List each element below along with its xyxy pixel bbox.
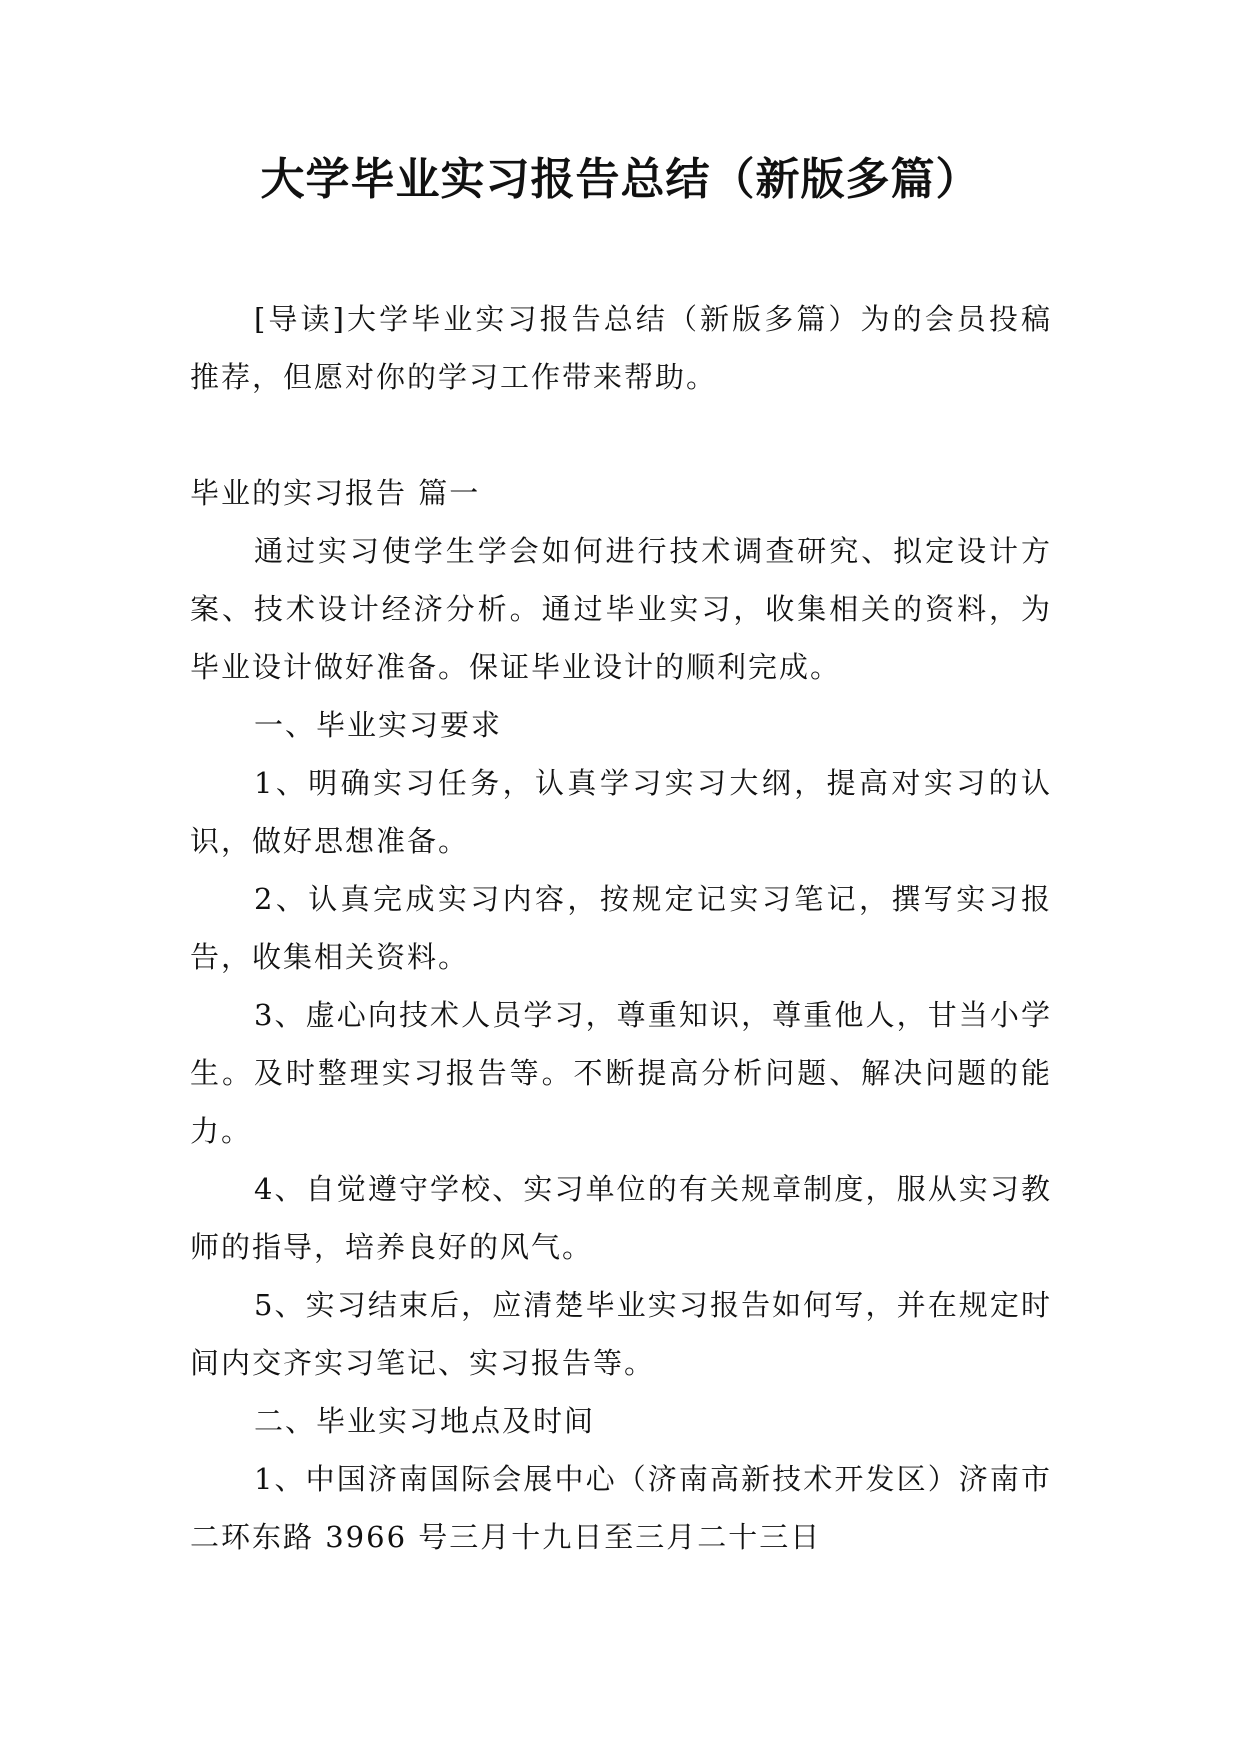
body-paragraph: 4、自觉遵守学校、实习单位的有关规章制度，服从实习教师的指导，培养良好的风气。 (190, 1172, 1052, 1264)
body-paragraph: 1、中国济南国际会展中心（济南高新技术开发区）济南市二环东路 3966 号三月十九日至三月二十三日 (190, 1462, 1052, 1554)
body-paragraph: 5、实习结束后，应清楚毕业实习报告如何写，并在规定时间内交齐实习笔记、实习报告等。 (190, 1288, 1052, 1380)
document-title: 大学毕业实习报告总结（新版多篇） (260, 154, 981, 205)
body-paragraph: 2、认真完成实习内容，按规定记实习笔记，撰写实习报告，收集相关资料。 (190, 882, 1052, 974)
document-body (190, 290, 1052, 1566)
subheading-requirements: 一、毕业实习要求 (254, 708, 503, 742)
body-paragraph: 通过实习使学生学会如何进行技术调查研究、拟定设计方案、技术设计经济分析。通过毕业实习，收集相关的资料，为毕业设计做好准备。保证毕业设计的顺利完成。 (190, 534, 1052, 684)
paragraph-spacer (190, 406, 1052, 464)
body-paragraph: 1、明确实习任务，认真学习实习大纲，提高对实习的认识，做好思想准备。 (190, 766, 1052, 858)
subheading-location-time: 二、毕业实习地点及时间 (254, 1404, 596, 1438)
intro-paragraph: [导读]大学毕业实习报告总结（新版多篇）为的会员投稿推荐，但愿对你的学习工作带来帮助。 (190, 302, 1052, 394)
body-paragraph: 3、虚心向技术人员学习，尊重知识，尊重他人，甘当小学生。及时整理实习报告等。不断提高分析问题、解决问题的能力。 (190, 998, 1052, 1148)
section-heading: 毕业的实习报告 篇一 (190, 476, 481, 510)
